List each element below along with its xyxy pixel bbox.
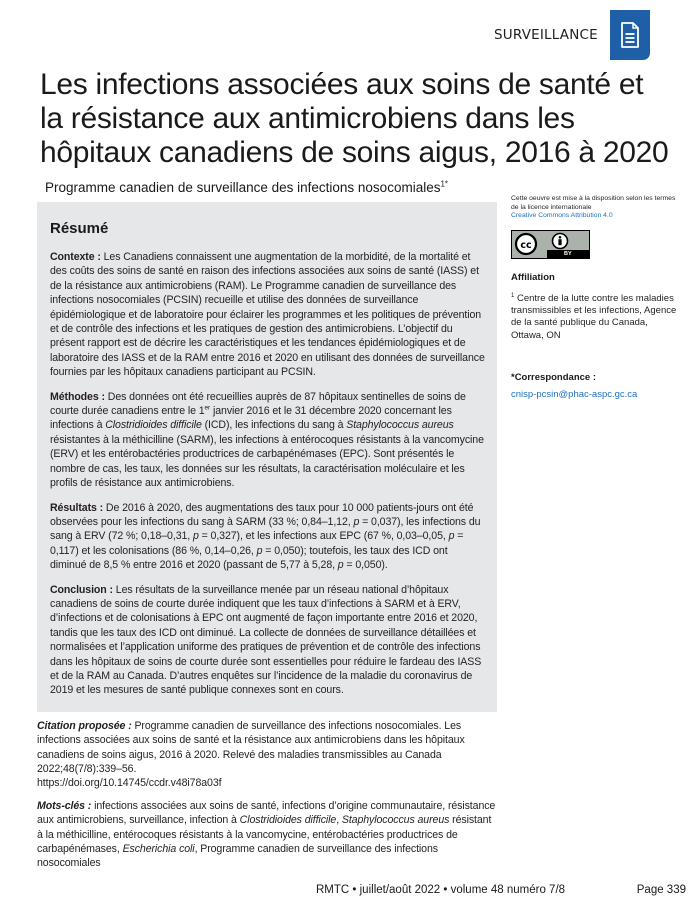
keywords-label: Mots-clés : <box>37 799 92 812</box>
keywords-text-1: infections associées aux soins de santé, infections d’origine communautaire, résistance aux antimicrobiens, surveillance, infection à <box>37 799 496 827</box>
keywords-text-2: , <box>336 814 342 827</box>
methods-organism-2: Staphylococcus aureus <box>346 419 454 432</box>
correspondence-email-link[interactable]: cnisp-pcsin@phac-aspc.gc.ca <box>511 388 638 400</box>
conclusion-text: Les résultats de la surveillance menée par un réseau national d’hôpitaux canadiens de soins de courte durée indiquent que les taux d’infections à SARM et à ERV, d’infections et de colonisations à EPC ont augmenté de façon importante entre 2016 et 2020, tandis que les taux des ICD ont diminué. La collecte de données de surveillance détaillées et normalisées et l’application uniforme des pratiques de prévention et de contrôle des infections dans les hôpitaux de soins de courte durée sont essentielles pour réduire le fardeau des IASS et de la RAM au Canada. D’autres enquêtes sur l’incidence de la maladie du coronavirus de 2019 et les mesures de santé publique connexes sont en cours. <box>50 583 482 697</box>
results-text-6: = 0,050). <box>343 559 388 572</box>
cc-by-badge[interactable] <box>511 230 590 259</box>
affiliation-heading: Affiliation <box>511 271 555 283</box>
attribution-icon <box>553 233 568 248</box>
svg-text:cc: cc <box>520 239 532 251</box>
results-text-3: = 0,327), et les infections aux EPC (67 %, 0,03–0,05, <box>198 530 449 543</box>
section-label: SURVEILLANCE <box>494 27 598 43</box>
methods-text-3: (ICD), les infections du sang à <box>201 419 347 432</box>
keyword-organism-3: Escherichia coli <box>122 843 195 856</box>
journal-footer: RMTC • juillet/août 2022 • volume 48 numéro 7/8 <box>316 884 566 896</box>
keywords <box>37 799 499 871</box>
by-label: BY <box>547 250 589 258</box>
citation-text: Programme canadien de surveillance des infections nosocomiales. Les infections associées aux soins de santé et la résistance aux antimicrobiens dans les hôpitaux canadiens de soins aigus, 2016 à 2020. Relevé des maladies transmissibles au Canada 2022;48(7/8):339–56. <box>37 719 465 775</box>
abstract-conclusion <box>50 583 485 698</box>
citation-label: Citation proposée : <box>37 719 132 732</box>
methods-sup: er <box>204 404 211 412</box>
results-text-2: = 0,037), les infections du sang à ERV (72 %; 0,18–0,31, <box>50 515 481 543</box>
context-label: Contexte : <box>50 251 101 263</box>
results-p: p <box>192 530 199 543</box>
methods-text-1: Des données ont été recueillies auprès de 87 hôpitaux sentinelles de soins de courte durée canadiens entre le 1 <box>50 390 466 418</box>
results-text-1: De 2016 à 2020, des augmentations des taux pour 10 000 patients-jours ont été observées pour les infections du sang à SARM (33 %; 0,84–1,12, <box>50 501 474 528</box>
context-text: Les Canadiens connaissent une augmentation de la morbidité, de la mortalité et des coûts des soins de santé en raison des infections associées aux soins de santé (IASS) et de la résistance aux antimicrobiens (RAM). Le Programme canadien de surveillance des infections nosocomiales (PCSIN) recueille et utilise des données de surveillance épidémiologique et de laboratoire pour éclairer les programmes et les politiques de prévention et de contrôle des infections et les pratiques de gestion des antimicrobiens. L’objectif du présent rapport est de décrire les caractéristiques et les tendances épidémiologiques et de laboratoire des IASS et de la RAM entre 2016 et 2020 en utilisant des données de surveillance fournies par les hôpitaux canadiens participant au PCSIN. <box>50 251 485 379</box>
abstract-methods <box>50 390 485 491</box>
footer-row <box>316 883 686 897</box>
abstract-box <box>37 202 497 712</box>
methods-organism-1: Clostridioides difficile <box>105 419 202 432</box>
abstract-heading: Résumé <box>50 220 109 237</box>
cc-icon <box>516 234 536 254</box>
citation-doi-link[interactable]: https://doi.org/10.14745/ccdr.v48i78a03f <box>37 777 222 790</box>
results-text-5: = 0,050); toutefois, les taux des ICD ont diminué de 8,5 % entre 2016 et 2020 (passant de 5,77 à 5,28, <box>50 544 448 572</box>
document-icon <box>610 10 650 60</box>
authors-text: Programme canadien de surveillance des infections nosocomiales <box>45 180 441 195</box>
results-p: p <box>353 515 360 528</box>
license-notice <box>511 195 683 221</box>
correspondence-heading: *Correspondance : <box>511 371 596 383</box>
suggested-citation <box>37 719 499 791</box>
conclusion-label: Conclusion : <box>50 583 113 596</box>
abstract-context <box>50 250 485 380</box>
affiliation-body: Centre de la lutte contre les maladies transmissibles et les infections, Agence de la santé publique du Canada, Ottawa, ON <box>511 292 677 341</box>
results-p: p <box>337 559 344 572</box>
methods-label: Méthodes : <box>50 390 105 403</box>
results-p: p <box>256 544 263 557</box>
methods-text-2: janvier 2016 et le 31 décembre 2020 concernant les infections à <box>50 405 452 432</box>
results-text-4: = 0,117) et les colonisations (86 %, 0,14–0,26, <box>50 530 464 557</box>
affiliation-marker: 1 <box>511 292 515 299</box>
keyword-organism-1: Clostridioides difficile <box>239 814 337 827</box>
affiliation-text <box>511 293 683 342</box>
article-authors <box>37 180 499 196</box>
main-column <box>37 180 499 871</box>
license-link[interactable]: Creative Commons Attribution 4.0 <box>511 212 613 220</box>
authors-footnote-marker: 1* <box>440 179 449 189</box>
results-label: Résultats : <box>50 501 104 514</box>
page-number: Page 339 <box>636 884 686 896</box>
keywords-text-4: , Programme canadien de surveillance des infections nosocomiales <box>37 843 438 870</box>
article-title: Les infections associées aux soins de santé et la résistance aux antimicrobiens dans les hôpitaux canadiens de soins aigus, 2016 à 2020 <box>40 68 669 169</box>
methods-text-4: résistantes à la méthicilline (SARM), les infections à entérocoques résistants à la vancomycine (ERV) et les entérobactéries productrices de carbapénémases (EPC). Sont présentés le nombre de cas, les taux, les données sur les résultats, la caractérisation moléculaire et les profils de résistance aux antimicrobiens. <box>50 433 484 490</box>
keyword-organism-2: Staphylococcus aureus <box>341 814 450 827</box>
abstract-results <box>50 501 485 573</box>
results-p: p <box>448 530 455 543</box>
sidebar <box>511 195 683 401</box>
license-text: Cette oeuvre est mise à la disposition selon les termes de la licence internationale <box>511 195 676 211</box>
keywords-text-3: résistant à la méthicilline, entérocoques résistants à la vancomycine, entérobactéries productrices de carbapénémases, <box>37 814 492 856</box>
